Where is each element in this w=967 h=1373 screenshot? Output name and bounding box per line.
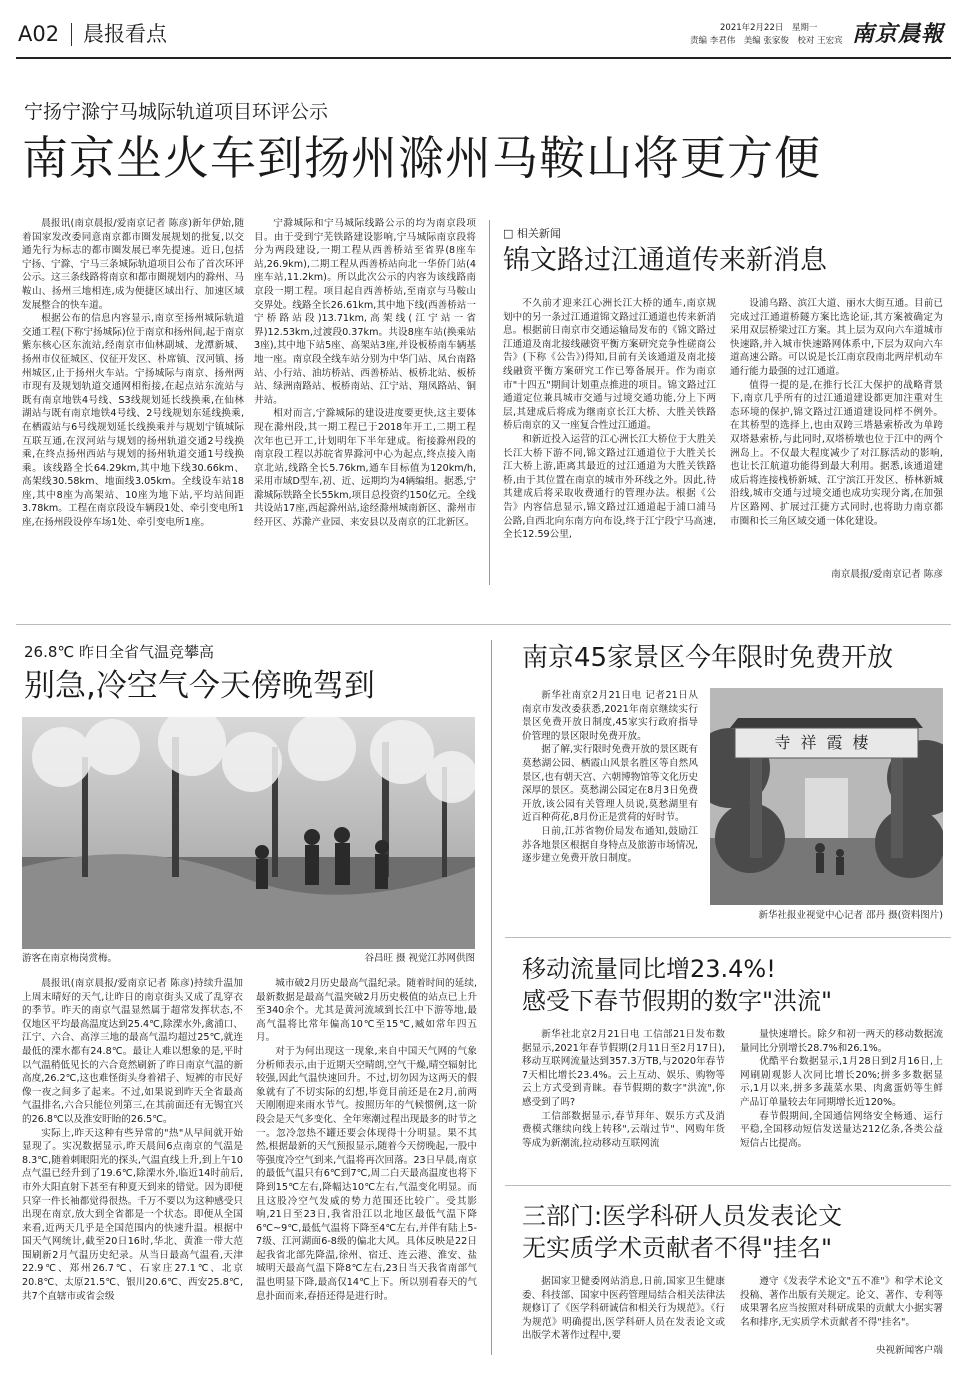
story6-paragraph: 遵守《发表学术论文"五不准"》和学术论文投稿、著作出版有关规定。论文、著作、专利等成果署名应当按照对科研成果的贡献大小据实署名和排序,无实质学术贡献者不得"挂名"。 [740, 1276, 943, 1328]
story3-kicker: 26.8℃ 昨日全省气温竞攀高 [24, 643, 215, 661]
page-number: A02 [18, 22, 60, 46]
story5-headline-line: 移动流量同比增23.4%! [522, 955, 776, 983]
story4-caption: 新华社报业视觉中心记者 邵丹 摄(资料图片) [758, 910, 943, 921]
story5-paragraph: 新华社北京2月21日电 工信部21日发布数据显示,2021年春节假期(2月11日至2月17日),移动互联网流量达到357.3万TB,与2020年春节7天相比增长23.4%。云上互动、娱乐、购物等云上方式受到青睐。春节假期的数字"洪流",你感受到了吗? [522, 1029, 725, 1108]
story6-headline [522, 1200, 942, 1264]
column-divider [489, 220, 490, 585]
story5-headline-line: 感受下春节假期的数字"洪流" [522, 987, 833, 1015]
story6-headline-line: 三部门:医学科研人员发表论文 [522, 1202, 843, 1230]
story6-paragraph: 据国家卫健委网站消息,日前,国家卫生健康委、科技部、国家中医药管理局结合相关法律法规修订了《医学科研诚信和相关行为规范》。《行为规范》明确提出,医学科研人员在发表论文或出版学术著作过程中,要 [522, 1276, 725, 1342]
column-divider [491, 640, 492, 1355]
story5-paragraph: 优酷平台数据显示,1月28日到2月16日,上网刷剧观影人次同比增长20%;拼多多数据显示,1月以来,拼多多蔬菜水果、肉禽蛋奶等生鲜产品订单量较去年同期增长近120%。 [740, 1056, 943, 1108]
story5-paragraph: 工信部数据显示,春节拜年、娱乐方式及消费模式继续向线上转移",云端过节"、网购年货等成为新潮流,拉动移动互联网流 [522, 1110, 725, 1149]
story5-column-2 [740, 1028, 943, 1170]
issue-date: 2021年2月22日 星期一 [720, 23, 818, 33]
story1-paragraph: 根据公布的信息内容显示,南京至扬州城际轨道交通工程(下称宁扬城际)位于南京和扬州间,起于南京紫东核心区东流站,经南京市仙林副城、龙潭新城、扬州市仪征城区、仪征开发区、朴席镇、汊河镇、扬州城区,止于扬州火车站。宁扬城际与南京、扬州两市现有及规划轨道交通网相衔接,在起点站东流站与既有南京地铁4号线、S3线规划延长线换乘,在仙林湖站与既有南京地铁4号线、2号线规划东延线换乘,在栖霞站与6号线规划延长线换乘并与规划宁镇城际互联互通,在汊河站与规划的扬州轨道交通2号线换乘,在终点扬州西站与规划的扬州轨道交通1号线换乘。该线路全长64.29km,其中地下线30.66km、高架线30.58km、地面线3.05km。全线设车站18座,其中8座为高架站、10座为地下站,平均站间距3.78km。工程在南京段设车辆段1处、牵引变电所1座,在扬州段设停车场1处、牵引变电所1座。 [22, 313, 244, 529]
story3-paragraph: 对于为何出现这一现象,来自中国天气网的气象分析师表示,由于近期天空晴朗,空气干燥,晴空辐射比较强,因此气温快速回升。不过,切勿因为这两天的假象就有了不切实际的幻想,毕竟目前还是在2月,前两天刚刚迎来雨水节气。按照历年的气候惯例,这一阶段会是天气多变化、全年寒潮过程出现最多的时节之一。忽冷忽热不罐还要会体现得十分明显。果不其然,根据最新的天气预报显示,随着今天傍晚起,一股中等强度冷空气到来,气温将再次回落。23日早晨,南京的最低气温只有6℃到7℃,周二白天最高温度也将下降到15℃左右,降幅达10℃左右,气温变化明显。而且这股冷空气发威的势力范围还比较广。受其影响,21日至23日,我省沿江以北地区最低气温下降6℃~9℃,最低气温将下降至4℃左右,并伴有陆上5-7级、江河湖面6-8级的偏北大风。具体反映是22日起我省北部先降温,徐州、宿迁、连云港、淮安、盐城明天最高气温下降8℃左右,23日当天我省南部气温也明显下降,最高仅14℃上下。所以别看春天的气息扑面而来,春捂还得是进行时。 [256, 1045, 477, 1302]
story3-column-2 [256, 977, 477, 1357]
story2-tag: □ 相关新闻 [503, 227, 561, 240]
story2-column-1 [503, 297, 716, 582]
story1-paragraph: 晨报讯(南京晨报/爱南京记者 陈彦)新年伊始,随着国家发改委同意南京都市圈发展规划的批复,以交通先行为标志的都市圈发展已率先提速。近日,包括宁扬、宁滁、宁马三条城际轨道项目公布了首次环评公示。这三条线路将南京和都市圈规划内的滁州、马鞍山、扬州三地相连,成为便捷区域出行、加速区域发展整合的快车道。 [22, 218, 244, 311]
story5-column-1 [522, 1028, 725, 1170]
page-header [0, 0, 967, 62]
story1-column-2 [254, 217, 476, 587]
story5-paragraph: 量快速增长。除夕和初一两天的移动数据流量同比分别增长28.7%和26.1%。 [740, 1029, 943, 1054]
plum-blossom-photo [22, 717, 475, 949]
story1-paragraph: 相对而言,宁滁城际的建设进度要更快,这主要体现在滁州段,其一期工程已于2018年开工,二期工程次年也已开工,计划明年下半年建成。衔接滁州段的南京段工程以苏皖省界滁河中心为起点,终点接入南京北站,线路全长5.76km,通车目标值为120km/h,采用市域D型车,初、近、远期均为4辆编组。据悉,宁滁城际铁路全长55km,项目总投资约150亿元。全线共设站17座,西起滁州站,途经滁州城南新区、滁州市经开区、苏滁产业园、来安县以及南京的江北新区。 [254, 408, 476, 529]
story3-paragraph: 实际上,昨天这种有些异常的"热"从早间就开始显现了。实况数据显示,昨天晨间6点南京的气温是8.3℃,随着刺眼阳光的探头,气温直线上升,到上午10点气温已经升到了19.6℃,除溧水外,临近14时前后,市外大阳直射下甚至有种夏天到来的错觉。因为即便只穿一件长袖都觉得很热。千万不要以为这种感受只出现在南京,放大到全省都是一个状态。即便从全国来看,近两天几乎是全国范围内的快速升温。根据中国天气网统计,截至20日16时,华北、黄淮一带大范围刷新2月气温历史纪录。从当日最高气温看,天津22.9℃、郑州26.7℃、石家庄27.1℃、北京20.8℃、太原21.5℃、银川20.6℃、西安25.8℃,共7个直辖市或省会级 [22, 1127, 243, 1302]
qixia-temple-photo [710, 688, 943, 905]
story2-headline: 锦文路过江通道传来新消息 [503, 245, 827, 276]
story4-paragraph: 据了解,实行限时免费开放的景区既有莫愁湖公园、栖霞山风景名胜区等自然风景区,也有朝天宫、六朝博物馆等文化历史深厚的景区。莫愁湖公园定在8月3日免费开放,该公园有关管理人员说,莫愁湖里有近百种荷花,8月份正是赏荷的好时节。 [522, 744, 698, 824]
story2-column-2 [730, 297, 943, 569]
header-rule [16, 57, 951, 59]
editor-credits: 责编 李君伟 美编 张家俊 校对 王宏宾 [690, 36, 843, 46]
story3-photo-credit: 谷昌旺 摄 视觉江苏网供图 [364, 953, 475, 964]
header-divider [71, 23, 72, 46]
story6-column-1 [522, 1275, 725, 1357]
section-rule [505, 1185, 951, 1186]
section-rule [16, 624, 951, 625]
masthead-logo: 南京晨報 [852, 21, 945, 47]
story3-headline: 别急,冷空气今天傍晚驾到 [24, 668, 375, 704]
story2-paragraph: 和新近投入运营的江心洲长江大桥位于大胜关长江大桥下游不同,锦文路过江通道位于大胜关长江大桥上游,距离其最近的过江通道为大胜关铁路桥,由于其位置在南京的城市外环线之外。因此,待其建成后将采取收费通行的管理办法。根据《公告》内容信息显示,锦文路过江通道起于浦口浦马公路,自西北向东南方向布设,终于江宁段宁马高速,全长12.59公里, [503, 433, 716, 541]
story2-paragraph: 值得一提的是,在推行长江大保护的战略背景下,南京几乎所有的过江通道建设都更加注重对生态环境的保护,锦文路过江通道建设同样不例外。在其桥型的选择上,也由双跨三塔悬索桥改为单跨双塔悬索桥,与此同时,双塔桥墩也位于江中的两个洲岛上。不仅最大程度减少了对江豚活动的影响,也让长江航道功能得到最大利用。据悉,该通道建成后将连接栈桥新城、江宁滨江开发区、桥林新城沿线,城市交通与过境交通也成功实现分离,在加强片区路网、扩展过江捷方式同时,也将助力南京都市圈和长三角区域交通一体化建设。 [730, 379, 943, 527]
story5-paragraph: 春节假期间,全国通信网络安全畅通、运行平稳,全国移动短信发送量达212亿条,各类公益短信占比提高。 [740, 1110, 943, 1149]
story6-headline-line: 无实质学术贡献者不得"挂名" [522, 1234, 833, 1262]
story6-byline: 央视新闻客户端 [875, 1345, 943, 1356]
story6-column-2 [740, 1275, 943, 1345]
story4-column [522, 689, 698, 914]
story4-paragraph: 日前,江苏省物价局发布通知,鼓励江苏各地景区根据自身特点及旅游市场情况,逐步建立免费开放日制度。 [522, 825, 698, 865]
story2-byline: 南京晨报/爱南京记者 陈彦 [831, 569, 943, 580]
story1-kicker: 宁扬宁滁宁马城际轨道项目环评公示 [24, 101, 329, 123]
story5-headline [522, 953, 942, 1017]
story1-headline: 南京坐火车到扬州滁州马鞍山将更方便 [22, 131, 821, 185]
story3-column-1 [22, 977, 243, 1357]
temple-gate-sign: 寺祥霞棲 [774, 733, 879, 752]
story1-column-1 [22, 217, 244, 587]
story3-paragraph: 城市破2月历史最高气温纪录。随着时间的延续,最新数据是最高气温突破2月历史极值的站点已上升至340余个。尤其是黄河流域到长江中下游等地,最高气温将比常年偏高10℃至15℃,臧如常年四五月。 [256, 978, 477, 1044]
story2-paragraph: 不久前才迎来江心洲长江大桥的通车,南京规划中的另一条过江通道锦文路过江通道也传来新消息。根据前日南京市交通运输局发布的《锦文路过江通道及南北接线融资平衡方案研究竞争性磋商公告》(下称《公告》)得知,目前有关该通道及南北接线融资平衡方案研究工作已筹备展开。作为南京市"十四五"期间计划重点推进的项目。锦文路过江通道定位兼具城市交通与过境交通功能,分上下两层,其建成后将成为继南京长江大桥、大胜关铁路桥后南京的又一座复合性过江通道。 [503, 298, 716, 432]
story3-caption: 游客在南京梅岗赏梅。 [22, 953, 118, 964]
story4-paragraph: 新华社南京2月21日电 记者21日从南京市发改委获悉,2021年南京继续实行景区免费开放日制度,45家实行政府指导价管理的景区限时免费开放。 [522, 690, 698, 742]
section-rule [505, 937, 951, 938]
story4-headline: 南京45家景区今年限时免费开放 [522, 643, 894, 673]
story1-paragraph: 宁滁城际和宁马城际线路公示的均为南京段项目。由于受到宁芜铁路建设影响,宁马城际南京段将分为两段建设,一期工程从西善桥站至省界(8座车站,26.9km),二期工程从西善桥站向北一华侨门站(4座车站,11.2km)。所以此次公示的内容为该线路南京段一期工程。项目起自西善桥站,至南京与马鞍山交界处。线路全长26.61km,其中地下线(西善桥站一宁桥路站段)13.71km,高架线(江宁站一省界)12.53km,过渡段0.37km。共设8座车站(换乘站3座),其中地下站5座、高架站3座,并设板桥南车辆基地一座。南京段全线车站分别为中华门站、凤台南路站、小行站、油坊桥站、西善桥站、板桥北站、板桥站、绿洲南路站、板桥南站、江宁站、翔凤路站、铜井站。 [254, 218, 476, 406]
story3-paragraph: 晨报讯(南京晨报/爱南京记者 陈彦)持续升温加上周末晴好的天气,让昨日的南京街头又成了乱穿衣的季节。昨天的南京气温显然属于超常发挥状态,不仅地区平均最高温度达到25.4℃,除溧水外,禽浦口、江宁、六合、高淳三地的最高气温均超过25℃,就连最低的溧水都有24.8℃。最让人难以想象的是,平时以气温稍低见长的六合竟然刷新了昨日南京气温的新高度,26.2℃,这也难怪街头身着裙子、短裤的市民好像一夜之间多了起来。不过,如果说到昨天全省最高气温排名,六合只能位列第三,在其前面还有无锡宜兴的26.8℃以及淮安盱眙的26.5℃。 [22, 978, 243, 1125]
story2-paragraph: 设浦乌路、滨江大道、丽水大街互通。目前已完成过江通道桥隧方案比选论证,其方案被确定为采用双层桥梁过江方案。其上层为双向六车道城市快速路,并入城市快速路网体系中,下层为双向六车道高速公路。可以说是长江南京段南北两岸机动车通行能力最强的过江通道。 [730, 298, 943, 377]
section-title: 晨报看点 [83, 22, 167, 46]
